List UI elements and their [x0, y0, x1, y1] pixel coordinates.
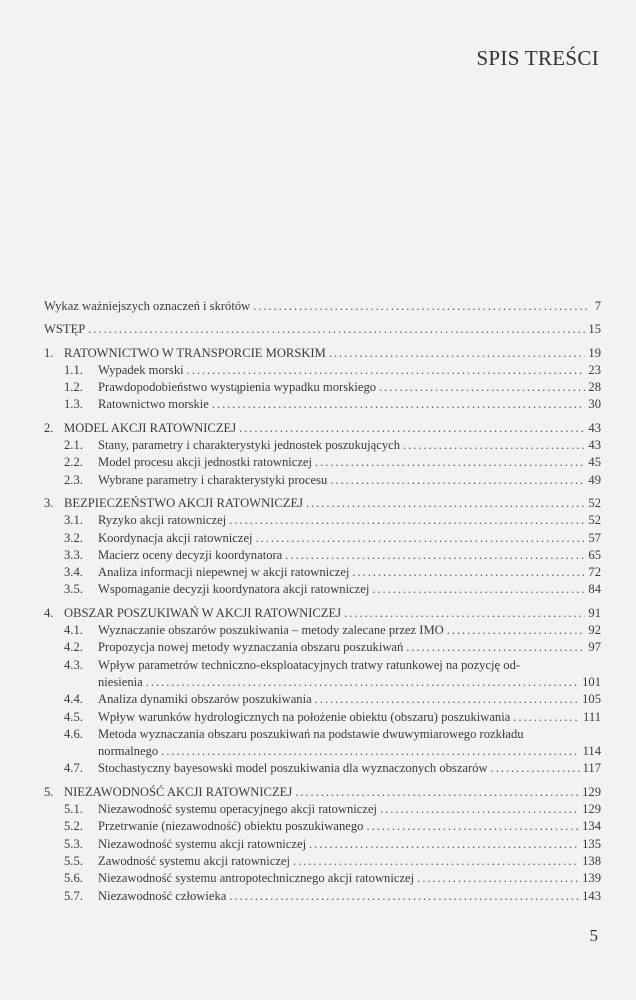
- dot-leader: [187, 362, 586, 379]
- dot-leader: [161, 743, 579, 760]
- entry-title: Niezawodność systemu antropotechnicznego akcji ratowniczej: [98, 871, 415, 886]
- entry-page: 138: [582, 853, 601, 868]
- entry-number: 4.2.: [64, 640, 83, 655]
- entry-page: 49: [588, 472, 601, 487]
- toc-entry[interactable]: [44, 396, 601, 413]
- entry-number: 4.6.: [64, 726, 83, 741]
- entry-title: WSTĘP: [44, 322, 86, 337]
- entry-page: 84: [588, 582, 601, 597]
- entry-number: 5.5.: [64, 853, 83, 868]
- entry-page: 15: [588, 322, 601, 337]
- dot-leader: [256, 530, 586, 547]
- entry-page: 135: [582, 836, 601, 851]
- entry-number: 3.: [44, 495, 54, 510]
- toc-entry[interactable]: [44, 801, 601, 818]
- entry-title: RATOWNICTWO W TRANSPORCIE MORSKIM: [64, 345, 326, 360]
- entry-number: 4.4.: [64, 692, 83, 707]
- entry-number: 1.: [44, 345, 54, 360]
- entry-title-continuation: normalnego: [98, 744, 159, 759]
- entry-title: Wykaz ważniejszych oznaczeń i skrótów: [44, 299, 251, 313]
- dot-leader: [315, 454, 585, 471]
- dot-leader: [293, 853, 579, 870]
- entry-page: 52: [588, 495, 601, 510]
- toc-entry[interactable]: [44, 454, 601, 471]
- entry-title: NIEZAWODNOŚĆ AKCJI RATOWNICZEJ: [64, 784, 293, 799]
- entry-number: 5.7.: [64, 888, 83, 903]
- toc-entry[interactable]: [44, 581, 601, 598]
- toc-entry[interactable]: [44, 345, 601, 362]
- toc-entry[interactable]: [44, 547, 601, 564]
- dot-leader: [229, 512, 585, 529]
- entry-page: 143: [582, 888, 601, 903]
- toc-entry[interactable]: [44, 784, 601, 801]
- entry-page: 134: [582, 819, 601, 834]
- entry-page: 57: [588, 530, 601, 545]
- entry-page: 23: [588, 362, 601, 377]
- entry-title: Niezawodność człowieka: [98, 888, 227, 903]
- dot-leader: [330, 472, 585, 489]
- entry-page: 129: [582, 784, 601, 799]
- entry-page: 43: [588, 420, 601, 435]
- entry-page: 101: [582, 674, 601, 689]
- toc-entry[interactable]: [44, 853, 601, 870]
- table-of-contents: [44, 298, 601, 905]
- entry-page: 97: [588, 640, 601, 655]
- toc-entry[interactable]: [44, 870, 601, 887]
- entry-page: 72: [588, 565, 601, 580]
- dot-leader: [379, 379, 585, 396]
- entry-title: Przetrwanie (niezawodność) obiektu poszukiwanego: [98, 819, 364, 834]
- entry-number: 1.2.: [64, 380, 83, 395]
- toc-entry[interactable]: [44, 321, 601, 338]
- toc-entry[interactable]: [44, 726, 601, 743]
- toc-entry-continuation: [44, 674, 601, 691]
- toc-entry[interactable]: [44, 420, 601, 437]
- entry-page: 65: [588, 547, 601, 562]
- dot-leader: [315, 691, 579, 708]
- toc-entry[interactable]: [44, 888, 601, 905]
- entry-page: 129: [582, 802, 601, 817]
- toc-entry[interactable]: [44, 657, 601, 674]
- entry-number: 4.3.: [64, 657, 83, 672]
- entry-page: 52: [588, 513, 601, 528]
- entry-number: 5.6.: [64, 871, 83, 886]
- toc-entry[interactable]: [44, 639, 601, 656]
- entry-title: OBSZAR POSZUKIWAŃ W AKCJI RATOWNICZEJ: [64, 605, 342, 620]
- entry-page: 111: [583, 709, 601, 724]
- toc-entry[interactable]: [44, 691, 601, 708]
- toc-entry[interactable]: [44, 709, 601, 726]
- dot-leader: [352, 564, 585, 581]
- page-title: SPIS TREŚCI: [476, 46, 599, 70]
- dot-leader: [88, 321, 585, 338]
- entry-page: 91: [588, 605, 601, 620]
- entry-title: Koordynacja akcji ratowniczej: [98, 530, 253, 545]
- entry-number: 1.1.: [64, 362, 83, 377]
- entry-title: Wspomaganie decyzji koordynatora akcji ratowniczej: [98, 582, 370, 597]
- dot-leader: [380, 801, 579, 818]
- entry-title: MODEL AKCJI RATOWNICZEJ: [64, 420, 237, 435]
- toc-entry[interactable]: [44, 298, 601, 315]
- toc-entry[interactable]: [44, 564, 601, 581]
- dot-leader: [146, 674, 579, 691]
- entry-title: Model procesu akcji jednostki ratowniczej: [98, 455, 313, 470]
- entry-title: Stochastyczny bayesowski model poszukiwania dla wyznaczonych obszarów: [98, 761, 488, 776]
- entry-number: 2.1.: [64, 438, 83, 453]
- entry-number: 5.1.: [64, 802, 83, 817]
- toc-entry[interactable]: [44, 437, 601, 454]
- entry-number: 2.2.: [64, 455, 83, 470]
- entry-title: Metoda wyznaczania obszaru poszukiwań na podstawie dwuwymiarowego rozkładu: [98, 726, 524, 741]
- entry-number: 3.1.: [64, 513, 83, 528]
- dot-leader: [295, 784, 579, 801]
- entry-page: 105: [582, 692, 601, 707]
- entry-page: 92: [588, 623, 601, 638]
- entry-number: 4.5.: [64, 709, 83, 724]
- entry-number: 2.3.: [64, 472, 83, 487]
- entry-title: Ratownictwo morskie: [98, 397, 209, 412]
- entry-number: 5.3.: [64, 836, 83, 851]
- dot-leader: [253, 298, 588, 315]
- entry-title: Prawdopodobieństwo wystąpienia wypadku morskiego: [98, 380, 377, 395]
- entry-title: Analiza informacji niepewnej w akcji ratowniczej: [98, 565, 350, 580]
- entry-number: 2.: [44, 420, 54, 435]
- entry-title: Ryzyko akcji ratowniczej: [98, 513, 227, 528]
- toc-entry[interactable]: [44, 836, 601, 853]
- entry-page: 117: [582, 761, 601, 776]
- dot-leader: [372, 581, 585, 598]
- dot-leader: [406, 639, 585, 656]
- entry-page: 19: [588, 345, 601, 360]
- entry-title: Wyznaczanie obszarów poszukiwania – metody zalecane przez IMO: [98, 623, 444, 638]
- entry-page: 28: [588, 380, 601, 395]
- dot-leader: [417, 870, 579, 887]
- dot-leader: [513, 709, 580, 726]
- entry-title-continuation: niesienia: [98, 674, 143, 689]
- page-number: 5: [589, 926, 598, 945]
- entry-number: 3.5.: [64, 582, 83, 597]
- entry-page: 114: [582, 744, 601, 759]
- entry-title: BEZPIECZEŃSTWO AKCJI RATOWNICZEJ: [64, 495, 304, 510]
- entry-title: Analiza dynamiki obszarów poszukiwania: [98, 692, 312, 707]
- dot-leader: [239, 420, 585, 437]
- dot-leader: [447, 622, 586, 639]
- toc-entry[interactable]: [44, 495, 601, 512]
- dot-leader: [403, 437, 585, 454]
- entry-number: 5.2.: [64, 819, 83, 834]
- toc-entry[interactable]: [44, 379, 601, 396]
- entry-page: 43: [588, 438, 601, 453]
- entry-page: 7: [594, 299, 601, 313]
- entry-title: Niezawodność systemu akcji ratowniczej: [98, 836, 307, 851]
- dot-leader: [212, 396, 586, 413]
- dot-leader: [285, 547, 585, 564]
- entry-title: Niezawodność systemu operacyjnego akcji ratowniczej: [98, 802, 378, 817]
- entry-title: Zawodność systemu akcji ratowniczej: [98, 853, 290, 868]
- entry-title: Propozycja nowej metody wyznaczania obszaru poszukiwań: [98, 640, 404, 655]
- entry-page: 45: [588, 455, 601, 470]
- entry-number: 1.3.: [64, 397, 83, 412]
- entry-page: 139: [582, 871, 601, 886]
- entry-number: 4.: [44, 605, 54, 620]
- toc-entry[interactable]: [44, 818, 601, 835]
- toc-entry[interactable]: [44, 530, 601, 547]
- toc-entry[interactable]: [44, 622, 601, 639]
- dot-leader: [309, 836, 579, 853]
- dot-leader: [329, 345, 586, 362]
- entry-title: Macierz oceny decyzji koordynatora: [98, 547, 283, 562]
- toc-entry[interactable]: [44, 362, 601, 379]
- entry-number: 3.3.: [64, 547, 83, 562]
- toc-entry[interactable]: [44, 472, 601, 489]
- entry-page: 30: [588, 397, 601, 412]
- dot-leader: [366, 818, 579, 835]
- dot-leader: [229, 888, 579, 905]
- dot-leader: [344, 605, 585, 622]
- dot-leader: [306, 495, 585, 512]
- entry-title: Stany, parametry i charakterystyki jednostek poszukujących: [98, 438, 401, 453]
- entry-title: Wpływ warunków hydrologicznych na położenie obiektu (obszaru) poszukiwania: [98, 709, 511, 724]
- entry-number: 3.2.: [64, 530, 83, 545]
- entry-title: Wybrane parametry i charakterystyki procesu: [98, 472, 328, 487]
- entry-number: 4.1.: [64, 623, 83, 638]
- dot-leader: [491, 760, 580, 777]
- toc-entry-continuation: [44, 743, 601, 760]
- entry-number: 4.7.: [64, 761, 83, 776]
- entry-number: 5.: [44, 784, 54, 799]
- toc-entry[interactable]: [44, 605, 601, 622]
- toc-entry[interactable]: [44, 760, 601, 777]
- entry-title: Wpływ parametrów techniczno-eksploatacyjnych tratwy ratunkowej na pozycję od-: [98, 657, 521, 672]
- toc-entry[interactable]: [44, 512, 601, 529]
- entry-title: Wypadek morski: [98, 362, 184, 377]
- entry-number: 3.4.: [64, 565, 83, 580]
